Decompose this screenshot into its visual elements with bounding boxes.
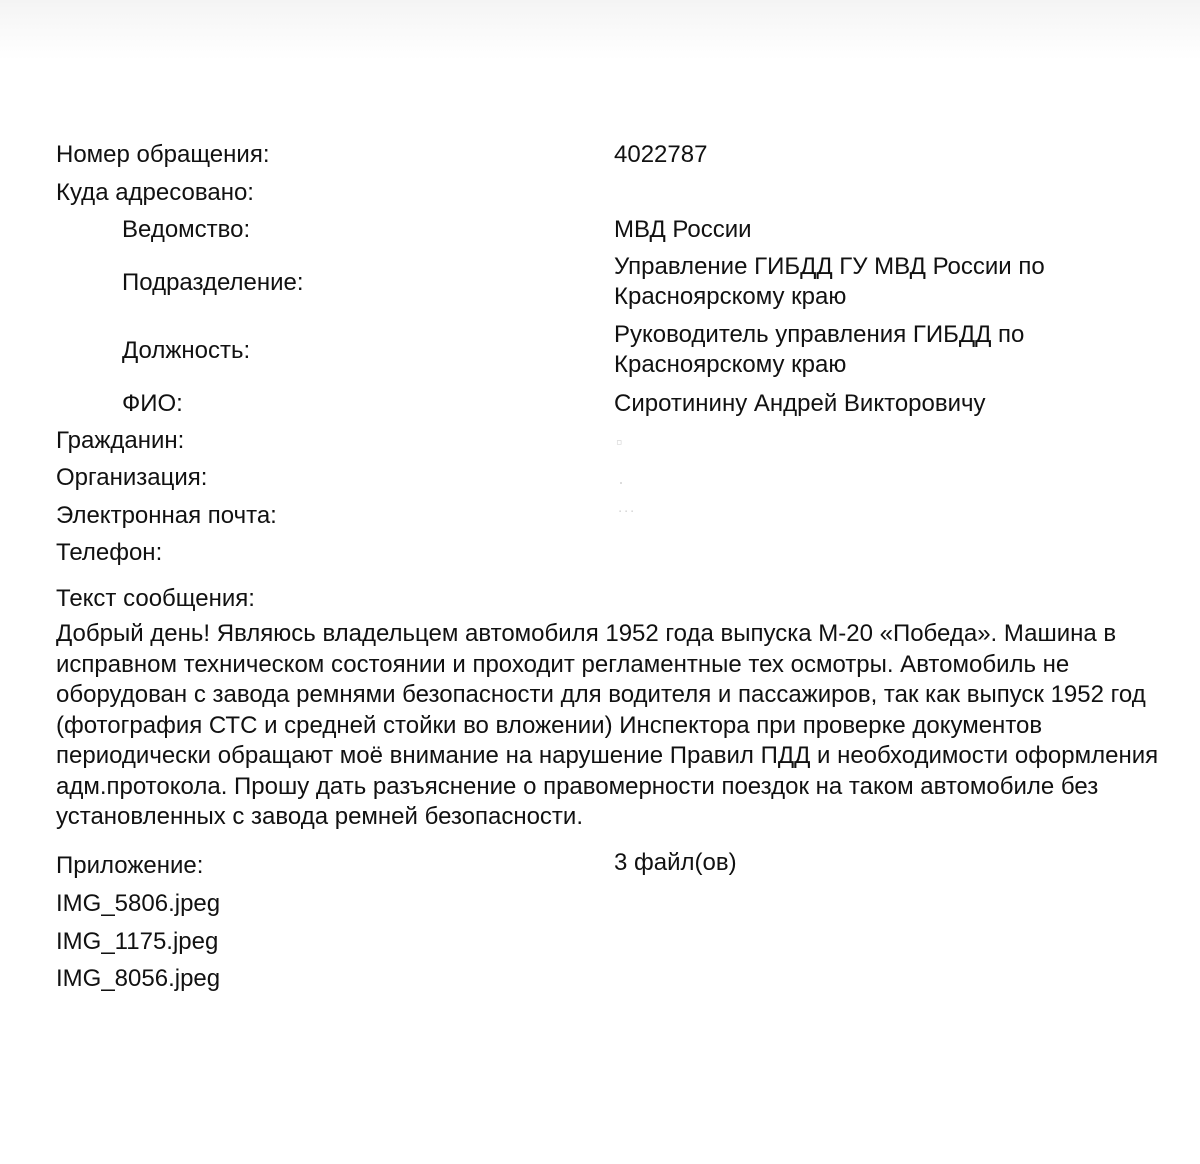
message-text: Добрый день! Являюсь владельцем автомобиля 1952 года выпуска М-20 «Победа». Машина в исправном техническом состоянии и проходит регламентные тех осмотры. Автомобиль не оборудован с завода ремнями безопасности для водителя и пассажиров, так как выпуск 1952 год (фотография СТС и средней стойки во вложении) Инспектора при проверке документов периодически обращают моё внимание на нарушение Правил ПДД и необходимости оформления адм.протокола. Прошу дать разъяснение о правомерности поездок на таком автомобиле без установленных с завода ремней безопасности. (56, 620, 1159, 830)
message-label: Текст сообщения: (56, 585, 255, 612)
phone-label: Телефон: (56, 539, 163, 566)
attachment-list (56, 885, 220, 998)
request-number-label: Номер обращения: (56, 141, 270, 168)
redacted-personal-data (548, 420, 1108, 585)
request-number-value: 4022787 (614, 141, 708, 168)
division-value: Управление ГИБДД ГУ МВД России по Красноярскому краю (614, 253, 1045, 310)
fio-value: Сиротинину Андрей Викторовичу (614, 390, 986, 417)
attachments-count: 3 файл(ов) (614, 849, 737, 876)
attachment-file[interactable]: IMG_1175.jpeg (56, 927, 219, 955)
redacted-mark: ˙˙˙ (618, 508, 636, 528)
addressed-label: Куда адресовано: (56, 179, 254, 206)
attachments-label: Приложение: (56, 852, 204, 879)
citizen-label: Гражданин: (56, 427, 185, 454)
redacted-mark: ▫ (616, 432, 623, 452)
fio-label: ФИО: (122, 390, 183, 417)
attachment-file[interactable]: IMG_8056.jpeg (56, 965, 221, 992)
agency-label: Ведомство: (122, 216, 251, 243)
redacted-mark: · (618, 472, 624, 492)
position-label: Должность: (122, 337, 251, 364)
scan-shadow (0, 0, 1200, 60)
attachment-file[interactable]: IMG_5806.jpeg (56, 890, 221, 917)
organization-label: Организация: (56, 464, 208, 491)
position-value: Руководитель управления ГИБДД по Красноярскому краю (614, 321, 1025, 378)
email-label: Электронная почта: (56, 502, 277, 529)
agency-value: МВД России (614, 216, 752, 243)
division-label: Подразделение: (122, 269, 304, 296)
